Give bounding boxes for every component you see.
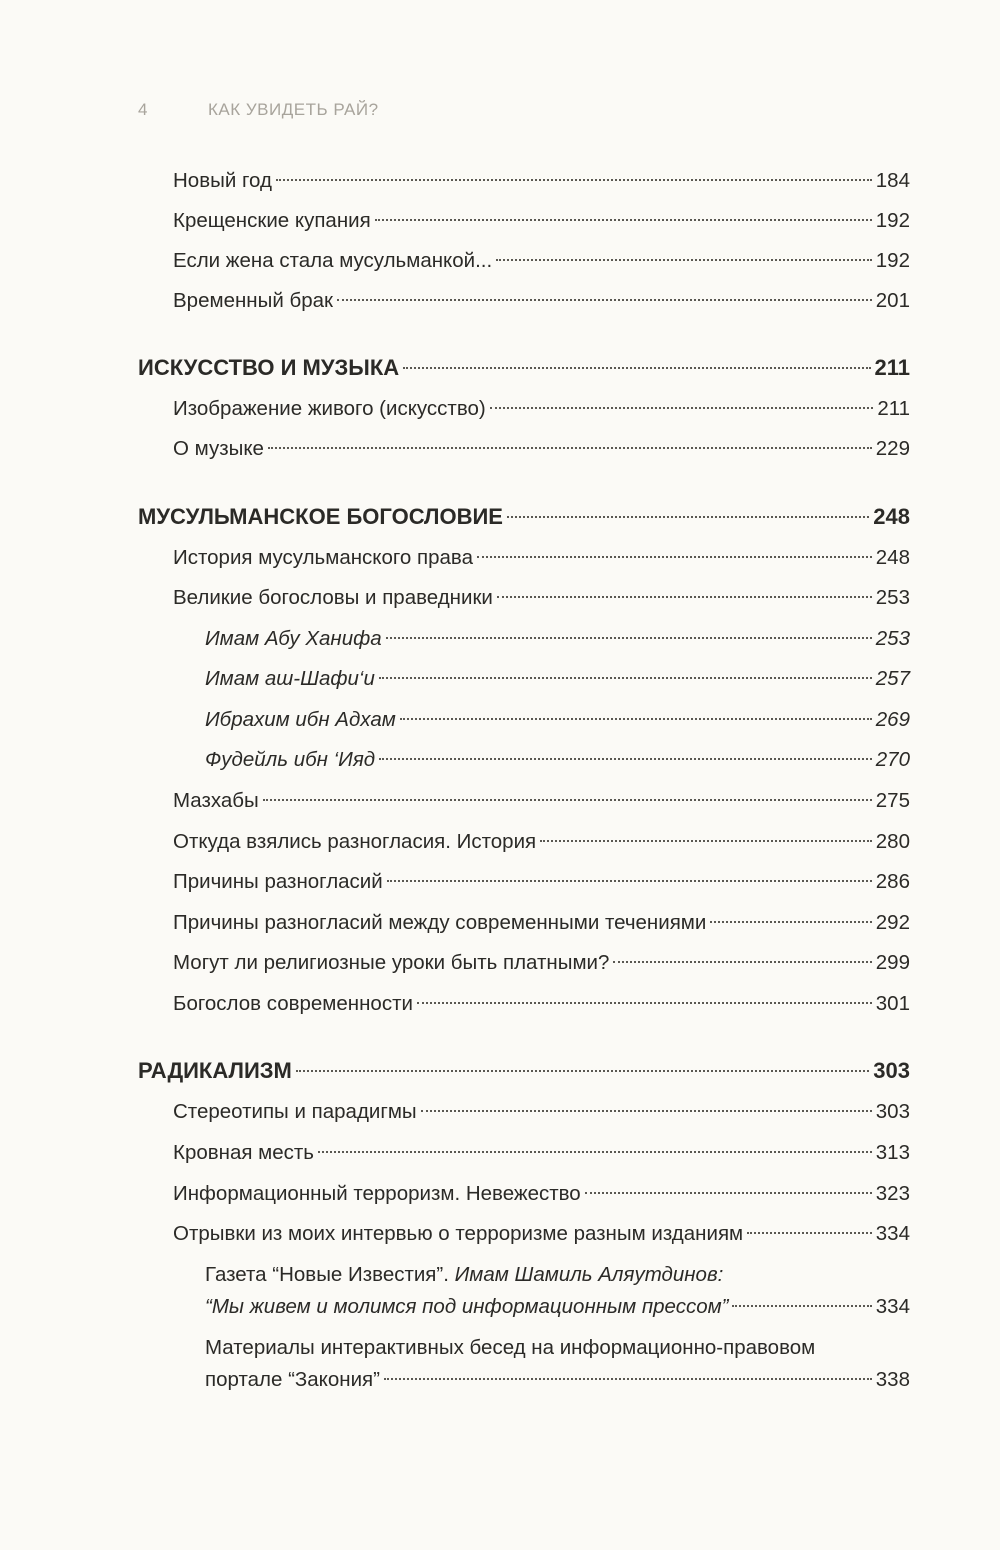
toc-entry-page: 303	[875, 1100, 910, 1123]
toc-leader-dots	[417, 1002, 872, 1004]
toc-entry-page: 334	[875, 1295, 910, 1318]
toc-entry-title: портале “Закония”	[205, 1368, 380, 1391]
toc-entry-page: 248	[873, 504, 910, 529]
toc-entry-page: 248	[875, 546, 910, 569]
toc-entry-page: 338	[875, 1368, 910, 1391]
toc-entry-title-line2	[205, 1364, 910, 1396]
running-header	[138, 100, 379, 120]
toc-entry-page: 275	[875, 789, 910, 812]
toc-entry-title: Имам Абу Ханифа	[205, 627, 382, 650]
toc-subentry[interactable]	[205, 624, 910, 654]
toc-leader-dots	[585, 1192, 872, 1194]
toc-leader-dots	[497, 596, 872, 598]
toc-leader-dots	[747, 1232, 872, 1234]
toc-leader-dots	[490, 407, 874, 409]
toc-entry-title-line1	[205, 1259, 910, 1291]
header-page-number: 4	[138, 100, 148, 119]
toc-entry-title: Временный брак	[173, 289, 334, 312]
toc-entry[interactable]	[173, 286, 910, 316]
toc-leader-dots	[386, 637, 872, 639]
toc-entry[interactable]	[173, 1097, 910, 1127]
toc-entry-title: Богослов современности	[173, 992, 413, 1015]
toc-entry-title-italic: “Мы живем и молимся под информационным прессом”	[205, 1295, 729, 1318]
toc-entry-title: Причины разногласий между современными течениями	[173, 911, 707, 934]
toc-subentry-multiline[interactable]	[205, 1259, 910, 1323]
toc-leader-dots	[337, 299, 872, 301]
toc-entry-page: 301	[875, 992, 910, 1015]
toc-entry-page: 286	[875, 870, 910, 893]
toc-subentry-multiline[interactable]	[205, 1332, 910, 1396]
toc-leader-dots	[540, 840, 872, 842]
toc-leader-dots	[403, 367, 870, 369]
toc-leader-dots	[375, 219, 872, 221]
toc-leader-dots	[263, 799, 872, 801]
toc-entry-title: Имам аш-Шафи‘и	[205, 667, 375, 690]
toc-leader-dots	[477, 556, 872, 558]
toc-entry-page: 269	[875, 708, 910, 731]
toc-entry[interactable]	[173, 908, 910, 938]
toc-leader-dots	[710, 921, 871, 923]
toc-entry[interactable]	[173, 989, 910, 1019]
toc-leader-dots	[613, 961, 871, 963]
toc-leader-dots	[496, 259, 872, 261]
toc-entry[interactable]	[173, 948, 910, 978]
toc-entry-page: 253	[875, 627, 910, 650]
toc-entry-page: 253	[875, 586, 910, 609]
toc-entry-page: 334	[875, 1222, 910, 1245]
toc-entry[interactable]	[173, 1138, 910, 1168]
toc-entry[interactable]	[173, 827, 910, 857]
toc-entry-title: Мазхабы	[173, 789, 259, 812]
toc-entry-title-line2	[205, 1291, 910, 1323]
toc-entry-page: 192	[875, 209, 910, 232]
toc-entry-title-italic: Имам Шамиль Аляутдинов:	[454, 1263, 724, 1286]
toc-entry-title: Крещенские купания	[173, 209, 371, 232]
toc-section-heading[interactable]	[138, 1056, 910, 1086]
toc-entry-page: 299	[875, 951, 910, 974]
toc-entry-page: 192	[875, 249, 910, 272]
toc-entry-title: Фудейль ибн ‘Ияд	[205, 748, 376, 771]
toc-leader-dots	[268, 447, 872, 449]
toc-leader-dots	[379, 758, 872, 760]
toc-entry-page: 229	[875, 437, 910, 460]
toc-leader-dots	[296, 1070, 869, 1072]
toc-entry-page: 270	[875, 748, 910, 771]
toc-entry[interactable]	[173, 206, 910, 236]
toc-subentry[interactable]	[205, 745, 910, 775]
toc-entry[interactable]	[173, 1219, 910, 1249]
toc-entry-page: 313	[875, 1141, 910, 1164]
toc-entry[interactable]	[173, 1179, 910, 1209]
toc-entry-title: История мусульманского права	[173, 546, 473, 569]
toc-entry-title: Великие богословы и праведники	[173, 586, 493, 609]
toc-section-heading[interactable]	[138, 502, 910, 532]
toc-leader-dots	[318, 1151, 872, 1153]
toc-leader-dots	[421, 1110, 872, 1112]
toc-leader-dots	[387, 880, 872, 882]
toc-entry-page: 280	[875, 830, 910, 853]
toc-entry-title-line1: Материалы интерактивных бесед на информационно-правовом	[205, 1336, 816, 1359]
header-running-title: КАК УВИДЕТЬ РАЙ?	[208, 100, 379, 119]
toc-section-title: ИСКУССТВО И МУЗЫКА	[138, 355, 400, 380]
toc-entry[interactable]	[173, 583, 910, 613]
toc-subentry[interactable]	[205, 705, 910, 735]
toc-entry-page: 211	[877, 397, 910, 420]
toc-entry-title: Причины разногласий	[173, 870, 383, 893]
toc-entry-title: Информационный терроризм. Невежество	[173, 1182, 581, 1205]
toc-section-title: МУСУЛЬМАНСКОЕ БОГОСЛОВИЕ	[138, 504, 503, 529]
toc-entry-title: Если жена стала мусульманкой...	[173, 249, 493, 272]
toc-entry[interactable]	[173, 434, 910, 464]
toc-entry[interactable]	[173, 166, 910, 196]
toc-entry-title: Откуда взялись разногласия. История	[173, 830, 537, 853]
toc-entry-page: 303	[873, 1058, 910, 1083]
toc-section-heading[interactable]	[138, 353, 910, 383]
toc-section-title: РАДИКАЛИЗМ	[138, 1058, 292, 1083]
toc-entry[interactable]	[173, 867, 910, 897]
toc-entry[interactable]	[173, 786, 910, 816]
toc-leader-dots	[276, 179, 872, 181]
toc-leader-dots	[400, 718, 872, 720]
toc-entry-page: 201	[875, 289, 910, 312]
toc-entry-page: 292	[875, 911, 910, 934]
toc-entry[interactable]	[173, 543, 910, 573]
toc-entry-page: 184	[875, 169, 910, 192]
toc-entry-title-regular: Газета “Новые Известия”.	[205, 1263, 455, 1286]
toc-leader-dots	[732, 1305, 871, 1307]
toc-leader-dots	[384, 1378, 872, 1380]
toc-entry-title: О музыке	[173, 437, 264, 460]
toc-entry-title: Изображение живого (искусство)	[173, 397, 486, 420]
toc-entry-title: Стереотипы и парадигмы	[173, 1100, 417, 1123]
toc-entry-title: Кровная месть	[173, 1141, 314, 1164]
toc-entry[interactable]	[173, 246, 910, 276]
toc-subentry[interactable]	[205, 664, 910, 694]
toc-entry-page: 323	[875, 1182, 910, 1205]
toc-leader-dots	[379, 677, 872, 679]
toc-entry-title: Ибрахим ибн Адхам	[205, 708, 396, 731]
toc-entry[interactable]	[173, 394, 910, 424]
toc-leader-dots	[507, 516, 869, 518]
toc-entry-title: Отрывки из моих интервью о терроризме разным изданиям	[173, 1222, 744, 1245]
toc-entry-page: 211	[874, 355, 910, 380]
toc-entry-title: Могут ли религиозные уроки быть платными?	[173, 951, 610, 974]
toc-entry-page: 257	[875, 667, 910, 690]
toc-entry-title: Новый год	[173, 169, 272, 192]
